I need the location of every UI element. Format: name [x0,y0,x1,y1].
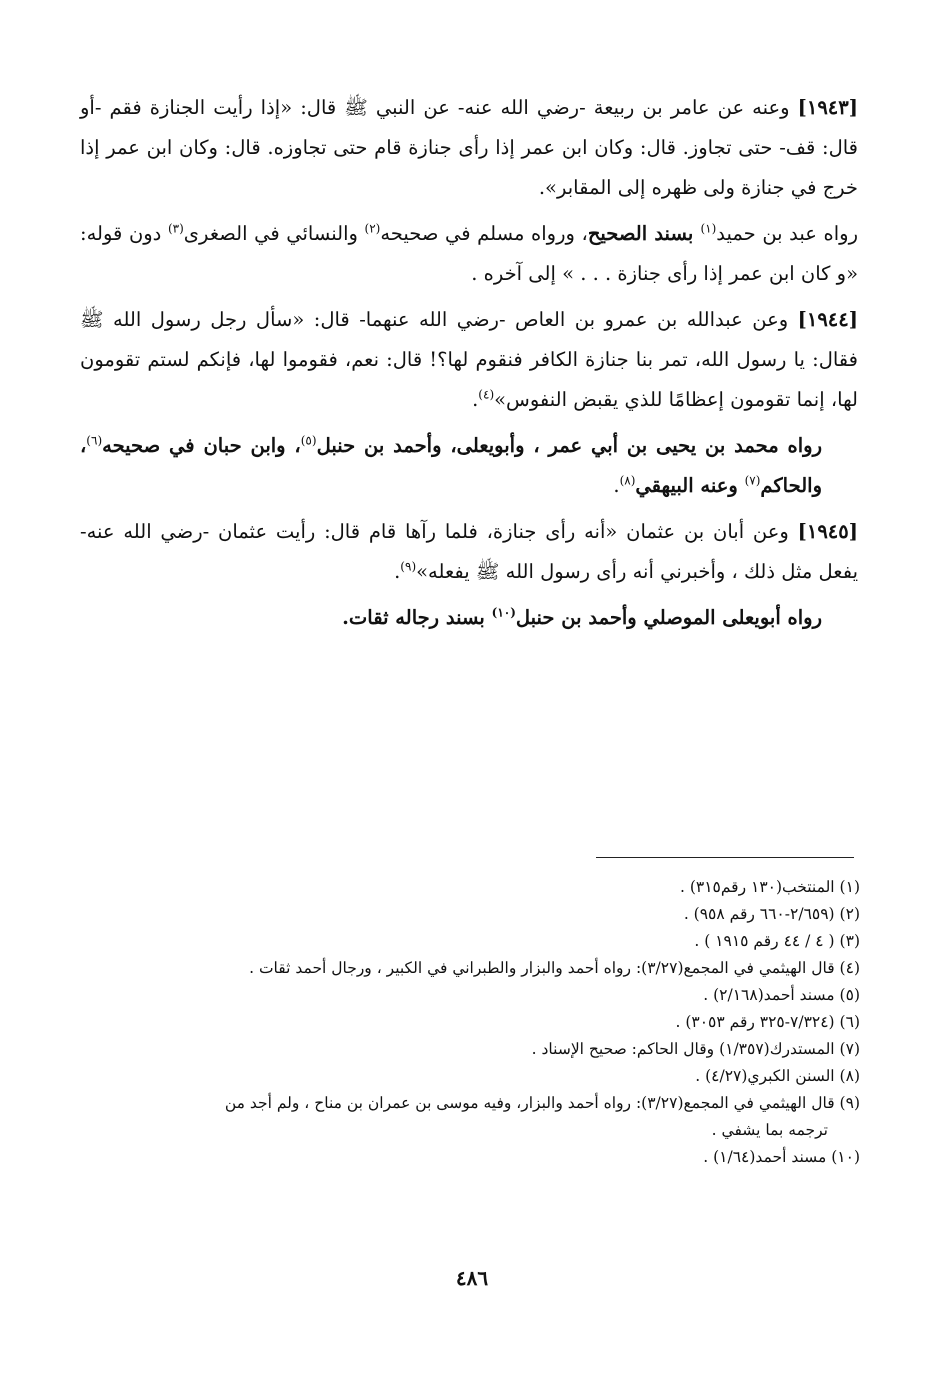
hadith-number: [١٩٤٤] [797,308,858,331]
footnote-item: (١) المنتخب(١٣٠ رقم٣١٥) . [679,878,860,896]
footnote-item: (٤) قال الهيثمي في المجمع(٣/٢٧): رواه أحمد والبزار والطبراني في الكبير ، ورجال أحمد ثقات . [249,959,860,977]
footnote-item: (٧) المستدرك(١/٣٥٧) وقال الحاكم: صحيح الإسناد . [531,1040,860,1058]
footnote-item: (٥) مسند أحمد(٢/١٦٨) . [703,986,860,1004]
footnotes [80,874,860,1171]
main-text [80,88,858,644]
hadith-number: [١٩٤٥] [797,520,858,543]
footnote-item: (٢) (٢/٦٥٩-٦٦٠ رقم ٩٥٨) . [683,905,860,923]
footnote-ref[interactable]: (٨) [619,473,636,488]
source-paragraph: رواه عبد بن حميد$^{(١)}$ بسند الصحيح، ورواه مسلم في صحيحه$^{(٢)}$ والنسائي في الصغرى$^{(٣)}$ دون قوله: «و كان ابن عمر إذا رأى جنازة . . . » إلى آخره . [80,221,858,285]
footnote-divider [596,857,854,858]
footnote-ref[interactable]: (١٠) [491,605,516,620]
footnote-continuation: ترجمه بما يشفي . [711,1121,828,1139]
footnote-ref[interactable]: (٥) [300,433,317,448]
hadith-text: وعنه عن عامر بن ربيعة -رضي الله عنه- عن النبي ﷺ قال: «إذا رأيت الجنازة فقم -أو قال: قف- حتى تجاوز. قال: وكان ابن عمر إذا رأى جنازة قام حتى تجاوزه. قال: وكان ابن عمر إذا خرج في جنازة ولى ظهره إلى المقابر». [80,96,858,199]
hadith-text: وعن عبدالله بن عمرو بن العاص -رضي الله عنهما- قال: «سأل رجل رسول الله ﷺ فقال: يا رسول الله، تمر بنا جنازة الكافر فنقوم لها؟! قال: نعم، فقوموا لها، فإنكم لستم تقومون لها، إنما تقومون إعظامًا للذي يقبض النفوس» [80,308,858,411]
source-paragraph: رواه أبويعلى الموصلي وأحمد بن حنبل$^{(١٠)}$ بسند رجاله ثقات. [342,605,822,629]
footnote-ref[interactable]: (٦) [86,433,103,448]
footnote-ref[interactable]: (٩) [400,559,417,574]
hadith-paragraph: [١٩٤٤] وعن عبدالله بن عمرو بن العاص -رضي الله عنهما- قال: «سأل رجل رسول الله ﷺ فقال: يا رسول الله، تمر بنا جنازة الكافر فنقوم لها؟! قال: نعم، فقوموا لها، فإنكم لستم تقومون لها، إنما تقومون إعظامًا للذي يقبض النفوس»$^{(٤)}$. [80,308,858,411]
footnote-item: (٦) (٧/٣٢٤-٣٢٥ رقم ٣٠٥٣) . [675,1013,860,1031]
hadith-paragraph [80,88,858,208]
footnote-ref[interactable]: (٢) [364,221,381,236]
footnote-ref[interactable]: (١) [700,221,717,236]
footnote-item: (٩) قال الهيثمي في المجمع(٣/٢٧): رواه أحمد والبزار، وفيه موسى بن عمران بن مناح ، ولم أجد من [224,1094,860,1112]
page-number: ٤٨٦ [455,1266,489,1290]
footnote-ref[interactable]: (٤) [478,387,495,402]
hadith-paragraph: [١٩٤٥] وعن أبان بن عثمان «أنه رأى جنازة، فلما رآها قام قال: رأيت عثمان -رضي الله عنه- يفعل مثل ذلك ، وأخبرني أنه رأى رسول الله ﷺ يفعله»$^{(٩)}$. [80,520,858,583]
hadith-text: وعن أبان بن عثمان «أنه رأى جنازة، فلما رآها قام قال: رأيت عثمان -رضي الله عنه- يفعل مثل ذلك ، وأخبرني أنه رأى رسول الله ﷺ يفعله» [80,520,858,583]
footnote-ref[interactable]: (٣) [167,221,184,236]
footnote-item: (١٠) مسند أحمد(١/٦٤) . [703,1148,860,1166]
source-paragraph: رواه محمد بن يحيى بن أبي عمر ، وأبويعلى، وأحمد بن حنبل$^{(٥)}$، وابن حبان في صحيحه$^{(٦)}$، والحاكم$^{(٧)}$ وعنه البيهقي$^{(٨)}$. [80,433,822,497]
footnote-item: (٨) السنن الكبري(٤/٢٧) . [695,1067,860,1085]
footnote-item: (٣) ( ٤ / ٤٤ رقم ١٩١٥ ) . [694,932,860,950]
footnote-ref[interactable]: (٧) [744,473,761,488]
hadith-number: [١٩٤٣] [797,96,858,119]
